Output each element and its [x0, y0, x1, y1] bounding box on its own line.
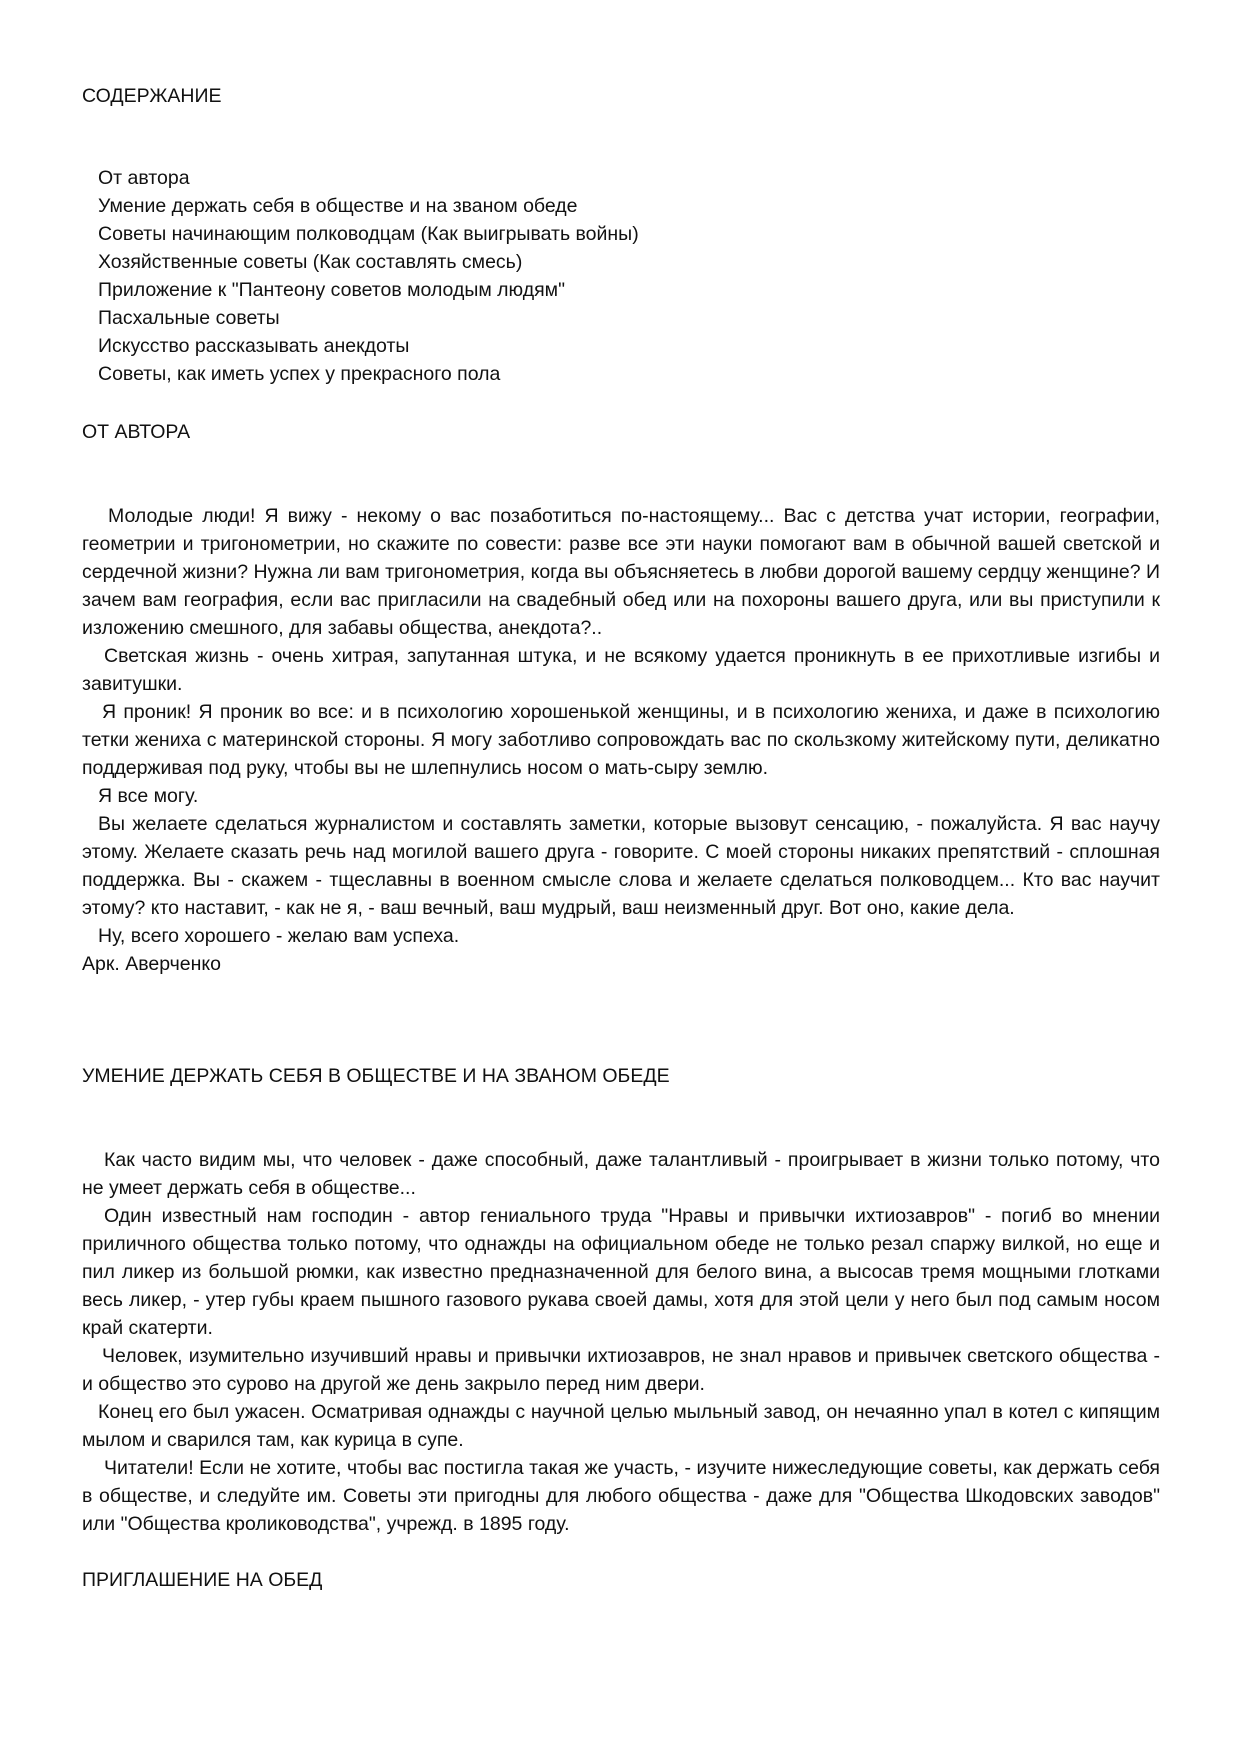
toc-item[interactable]: Хозяйственные советы (Как составлять смесь) [98, 251, 523, 273]
paragraph: Один известный нам господин - автор гениального труда "Нравы и привычки ихтиозавров" - погиб во мнении приличного общества только потому, что однажды на официальном обеде не только резал спаржу вилкой, но еще и пил ликер из большой рюмки, как известно предназначенной для белого вина, а высосав тремя мощными глотками весь ликер, - утер губы краем пышного газового рукава своей дамы, хотя для этой цели у него был под самым носом край скатерти. [82, 1205, 1160, 1339]
chapter-heading: УМЕНИЕ ДЕРЖАТЬ СЕБЯ В ОБЩЕСТВЕ И НА ЗВАНОМ ОБЕДЕ [82, 1065, 670, 1087]
paragraph: Светская жизнь - очень хитрая, запутанная штука, и не всякому удается проникнуть в ее прихотливые изгибы и завитушки. [82, 645, 1160, 695]
chapter-text [82, 1146, 1160, 1538]
toc-heading: СОДЕРЖАНИЕ [82, 85, 222, 107]
section-subtitle: ПРИГЛАШЕНИЕ НА ОБЕД [82, 1569, 323, 1591]
toc-item[interactable]: Пасхальные советы [98, 307, 280, 329]
paragraph: Читатели! Если не хотите, чтобы вас постигла такая же участь, - изучите нижеследующие советы, как держать себя в обществе, и следуйте им. Советы эти пригодны для любого общества - даже для "Общества Шкодовских заводов" или "Общества кролиководства", учрежд. в 1895 году. [82, 1457, 1160, 1535]
toc-item[interactable]: Приложение к "Пантеону советов молодым людям" [98, 279, 566, 301]
paragraph: Ну, всего хорошего - желаю вам успеха. [98, 925, 460, 947]
toc-item[interactable]: Умение держать себя в обществе и на званом обеде [98, 195, 578, 217]
toc-item[interactable]: От автора [98, 167, 190, 189]
paragraph: Молодые люди! Я вижу - некому о вас позаботиться по-настоящему... Вас с детства учат истории, географии, геометрии и тригонометрии, но скажите по совести: разве все эти науки помогают вам в обычной вашей светской и сердечной жизни? Нужна ли вам тригонометрия, когда вы объясняетесь в любви дорогой вашему сердцу женщине? И зачем вам география, если вас пригласили на свадебный обед или на похороны вашего друга, или вы приступили к изложению смешного, для забавы общества, анекдота?.. [82, 505, 1160, 639]
paragraph: Я проник! Я проник во все: и в психологию хорошенькой женщины, и в психологию жениха, и даже в психологию тетки жениха с материнской стороны. Я могу заботливо сопровождать вас по скользкому житейскому пути, деликатно поддерживая под руку, чтобы вы не шлепнулись носом о мать-сыру землю. [82, 701, 1160, 779]
preface-heading: ОТ АВТОРА [82, 421, 191, 443]
toc-item[interactable]: Советы, как иметь успех у прекрасного пола [98, 363, 501, 385]
paragraph: Конец его был ужасен. Осматривая однажды с научной целью мыльный завод, он нечаянно упал в котел с кипящим мылом и сварился там, как курица в супе. [82, 1401, 1160, 1451]
paragraph: Вы желаете сделаться журналистом и составлять заметки, которые вызовут сенсацию, - пожалуйста. Я вас научу этому. Желаете сказать речь над могилой вашего друга - говорите. С моей стороны никаких препятствий - сплошная поддержка. Вы - скажем - тщеславны в военном смысле слова и желаете сделаться полководцем... Кто вас научит этому? кто наставит, - как не я, - ваш вечный, ваш мудрый, ваш неизменный друг. Вот оно, какие дела. [82, 813, 1160, 919]
toc-item[interactable]: Советы начинающим полководцам (Как выигрывать войны) [98, 223, 639, 245]
signature: Арк. Аверченко [82, 953, 221, 975]
preface-text [82, 502, 1160, 978]
toc-list [98, 164, 639, 388]
paragraph: Я все могу. [98, 785, 199, 807]
paragraph: Человек, изумительно изучивший нравы и привычки ихтиозавров, не знал нравов и привычек светского общества - и общество это сурово на другой же день закрыло перед ним двери. [82, 1345, 1160, 1395]
toc-item[interactable]: Искусство рассказывать анекдоты [98, 335, 410, 357]
paragraph: Как часто видим мы, что человек - даже способный, даже талантливый - проигрывает в жизни только потому, что не умеет держать себя в обществе... [82, 1149, 1160, 1199]
